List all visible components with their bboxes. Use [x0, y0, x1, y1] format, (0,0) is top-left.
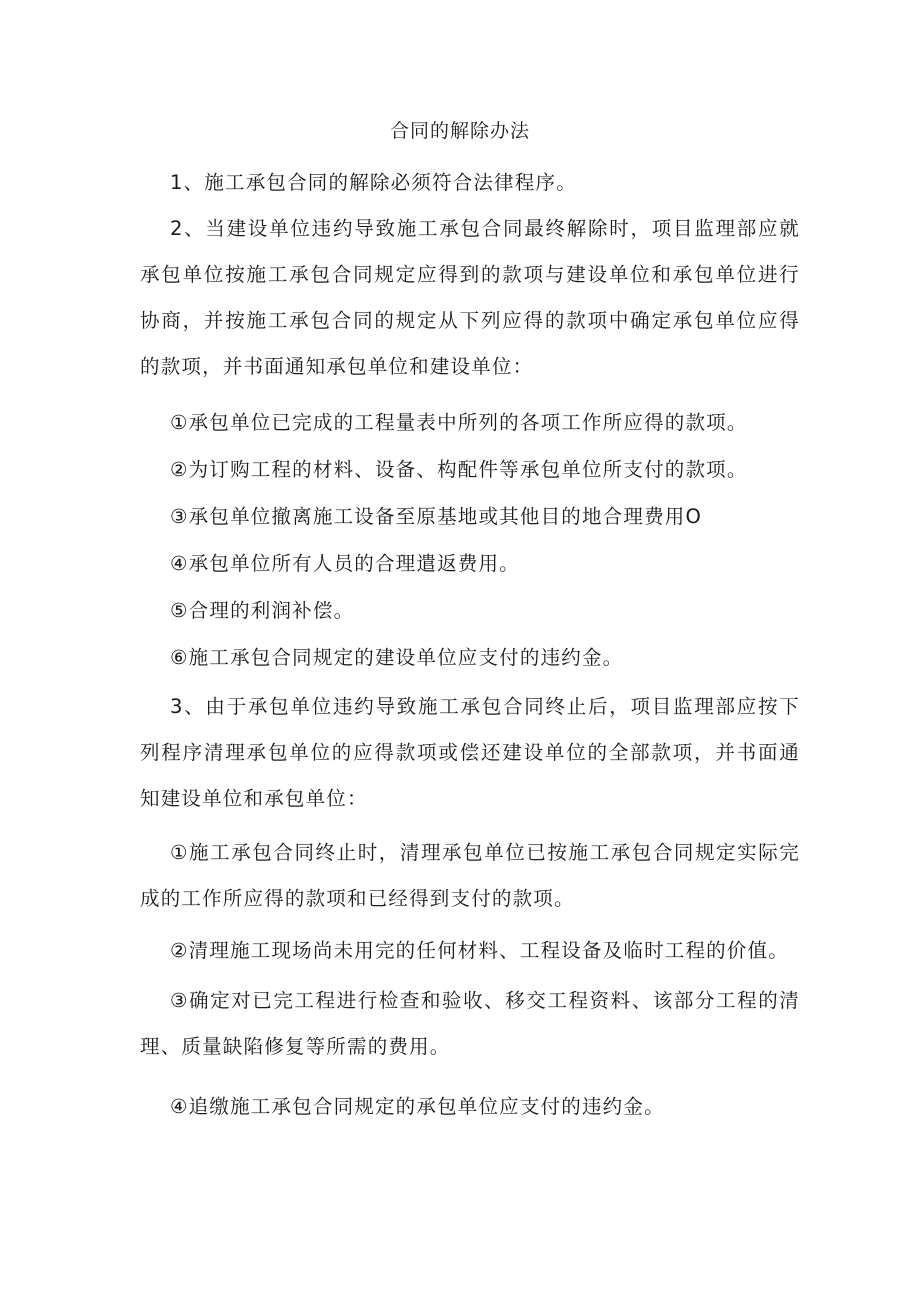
paragraph-3: 3、由于承包单位违约导致施工承包合同终止后，项目监理部应按下列程序清理承包单位的应得款项或偿还建设单位的全部款项，并书面通知建设单位和承包单位：: [140, 695, 800, 810]
paragraph-2-item-3: ③承包单位撤离施工设备至原基地或其他目的地合理费用O: [170, 505, 703, 528]
paragraph-3-item-3: ③确定对已完工程进行检查和验收、移交工程资料、该部分工程的清理、质量缺陷修复等所需的费用。: [140, 989, 800, 1058]
paragraph-3-item-4: ④追缴施工承包合同规定的承包单位应支付的违约金。: [170, 1095, 665, 1118]
document-title: 合同的解除办法: [389, 120, 530, 142]
paragraph-3-item-1: ①施工承包合同终止时，清理承包单位已按施工承包合同规定实际完成的工作所应得的款项和已经得到支付的款项。: [140, 841, 800, 910]
paragraph-1: 1、施工承包合同的解除必须符合法律程序。: [170, 171, 577, 194]
paragraph-2-item-2: ②为订购工程的材料、设备、构配件等承包单位所支付的款项。: [170, 458, 748, 481]
paragraph-2: 2、当建设单位违约导致施工承包合同最终解除时，项目监理部应就承包单位按施工承包合同规定应得到的款项与建设单位和承包单位进行协商，并按施工承包合同的规定从下列应得的款项中确定承包单位应得的款项，并书面通知承包单位和建设单位：: [140, 217, 800, 378]
paragraph-2-item-1: ①承包单位已完成的工程量表中所列的各项工作所应得的款项。: [170, 411, 748, 434]
paragraph-2-item-5: ⑤合理的利润补偿。: [170, 599, 355, 622]
paragraph-2-item-4: ④承包单位所有人员的合理遣返费用。: [170, 552, 520, 575]
paragraph-2-item-6: ⑥施工承包合同规定的建设单位应支付的违约金。: [170, 646, 624, 669]
paragraph-3-item-2: ②清理施工现场尚未用完的任何材料、工程设备及临时工程的价值。: [170, 939, 789, 962]
